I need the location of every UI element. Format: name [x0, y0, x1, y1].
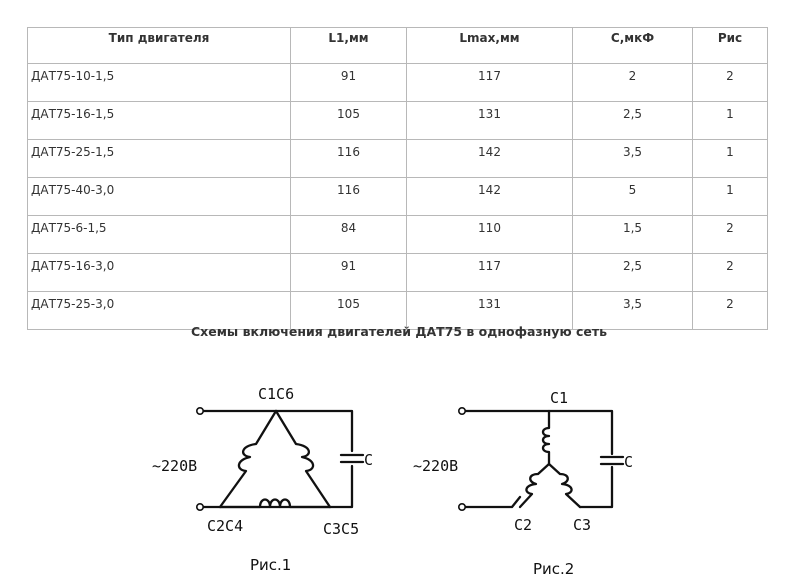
cell-figure: 1: [693, 102, 768, 140]
table-header-row: [28, 28, 768, 64]
cell-figure: 2: [693, 292, 768, 330]
cell-figure: 2: [693, 254, 768, 292]
cell-figure: 2: [693, 64, 768, 102]
fig1-top-wire: [200, 411, 352, 451]
cell-type: ДАТ75-40-3,0: [28, 178, 291, 216]
col-header-l1: L1,мм: [291, 28, 407, 64]
fig1-caption: Рис.1: [250, 556, 292, 574]
cell-lmax: 110: [407, 216, 573, 254]
cell-capacitance: 3,5: [573, 292, 693, 330]
cell-figure: 1: [693, 140, 768, 178]
fig2-top-wire: [462, 411, 612, 454]
schemes-heading: Схемы включения двигателей ДАТ75 в однофазную сеть: [191, 324, 607, 339]
cell-l1: 116: [291, 140, 407, 178]
table-row: [28, 178, 768, 216]
fig1-bottom-wire: [200, 466, 352, 507]
cell-capacitance: 2: [573, 64, 693, 102]
fig2-label-right: С3: [573, 516, 592, 534]
fig2-label-top: С1: [550, 389, 569, 407]
fig1-voltage-label: ~220В: [152, 457, 198, 475]
cell-figure: 2: [693, 216, 768, 254]
cell-lmax: 142: [407, 178, 573, 216]
motor-spec-table: [27, 27, 768, 330]
cell-type: ДАТ75-10-1,5: [28, 64, 291, 102]
cell-lmax: 142: [407, 140, 573, 178]
fig1-label-left: С2С4: [207, 517, 244, 535]
cell-capacitance: 1,5: [573, 216, 693, 254]
cell-l1: 105: [291, 102, 407, 140]
fig2-terminal-bottom: [459, 504, 465, 510]
cell-l1: 84: [291, 216, 407, 254]
cell-type: ДАТ75-25-1,5: [28, 140, 291, 178]
table-row: [28, 102, 768, 140]
table-row: [28, 254, 768, 292]
fig1-label-top: С1С6: [258, 385, 295, 403]
cell-l1: 91: [291, 254, 407, 292]
fig2-label-left: С2: [514, 516, 533, 534]
cell-lmax: 131: [407, 292, 573, 330]
fig2-caption: Рис.2: [533, 560, 575, 578]
cell-type: ДАТ75-16-1,5: [28, 102, 291, 140]
fig1-right-winding-icon: [276, 411, 330, 507]
col-header-capacitance: C,мкФ: [573, 28, 693, 64]
col-header-figure: Рис: [693, 28, 768, 64]
cell-type: ДАТ75-16-3,0: [28, 254, 291, 292]
fig2-right-winding-icon: [549, 464, 580, 507]
cell-type: ДАТ75-25-3,0: [28, 292, 291, 330]
fig2-right-return-wire: [580, 467, 612, 507]
cell-lmax: 131: [407, 102, 573, 140]
fig1-label-right: С3С5: [323, 520, 360, 538]
table-row: [28, 216, 768, 254]
fig2-voltage-label: ~220В: [413, 457, 459, 475]
figure1-delta-diagram: [197, 408, 363, 510]
fig2-terminal-top: [459, 408, 465, 414]
cell-capacitance: 2,5: [573, 254, 693, 292]
wiring-schemes: [0, 350, 798, 588]
fig2-capacitor-icon: [601, 457, 623, 464]
cell-type: ДАТ75-6-1,5: [28, 216, 291, 254]
col-header-lmax: Lmax,мм: [407, 28, 573, 64]
fig1-label-capacitor: С: [364, 451, 374, 469]
fig1-capacitor-icon: [341, 455, 363, 462]
cell-capacitance: 2,5: [573, 102, 693, 140]
cell-l1: 116: [291, 178, 407, 216]
cell-figure: 1: [693, 178, 768, 216]
cell-capacitance: 3,5: [573, 140, 693, 178]
fig1-terminal-bottom: [197, 504, 203, 510]
figure2-star-diagram: [459, 408, 623, 510]
cell-capacitance: 5: [573, 178, 693, 216]
fig1-terminal-top: [197, 408, 203, 414]
cell-l1: 105: [291, 292, 407, 330]
col-header-type: Тип двигателя: [28, 28, 291, 64]
cell-l1: 91: [291, 64, 407, 102]
cell-lmax: 117: [407, 254, 573, 292]
table-row: [28, 140, 768, 178]
table-row: [28, 64, 768, 102]
fig1-left-winding-icon: [220, 411, 276, 507]
fig2-left-winding-icon: [520, 464, 549, 507]
fig2-top-winding-icon: [543, 411, 549, 464]
fig2-label-capacitor: С: [624, 453, 634, 471]
fig2-bottom-wire: [462, 497, 520, 507]
cell-lmax: 117: [407, 64, 573, 102]
